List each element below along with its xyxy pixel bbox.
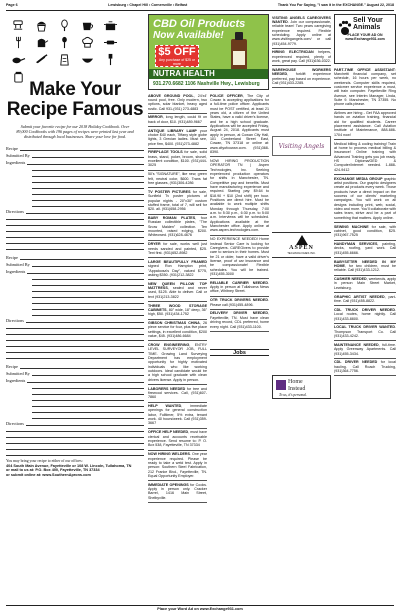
directions-label: Directions xyxy=(6,209,24,214)
classified-ad: CASHIER NEEDED, weekends, apply in person Main Street Market, Lewisburg. xyxy=(334,276,396,294)
classified-ad: LARGE BEAUTIFULLY FRAMED signed Ron Hampton print, "Appaloosa's Day", valued $775, asking $350. (931)212-3822 xyxy=(148,258,207,280)
recipe-submission-info xyxy=(6,459,144,477)
classified-ad: HELP WANTED, immediate openings for general construction labor, Fulltimer, 5% extra, tenant work. 40 hours/week. Call (931)359-3667 xyxy=(148,403,207,429)
aspen-sub: TECHNOLOGIES INC. xyxy=(287,251,316,255)
classified-ad: WAREHOUSE WORKERS NEEDED, forklift experience preferred, pay based on experience. Call (931)433-2285. xyxy=(272,66,331,88)
aspen-name: ASPEN xyxy=(289,245,314,251)
classified-ad: RELIABLE CARRIER NEEDED. Apply in person at Tullahoma News office, Whitney Street. xyxy=(210,279,269,297)
jobs-section-heading: Jobs xyxy=(210,349,269,356)
mixer-icon xyxy=(10,18,27,32)
knife-icon xyxy=(33,52,50,66)
ingredients-label: Ingredients xyxy=(6,378,26,383)
headline-line-1: Make Your xyxy=(29,79,121,100)
directions-line[interactable] xyxy=(6,450,144,456)
home-instead-name xyxy=(288,379,305,392)
directions-field[interactable] xyxy=(26,318,144,323)
bowl-icon xyxy=(79,52,96,66)
spoon-icon xyxy=(56,35,73,49)
classified-ad: THREE WOOD STORAGE CABINETS, 80" wide, 18" deep, 36" high, $50. (931)434-1752 xyxy=(148,302,207,320)
classified-ad: Airlines are hiring - Get FAA approved hands on aviation training, financial aid for qualified students. Career placement assistance. Call Aviation Institute of Maintenance, 888-686-1704 now! xyxy=(334,110,396,141)
coupon-terms: Any purchase of $25 or more xyxy=(158,58,196,66)
classified-ad: DRYER for sale, works well just needs sanded and painted, $25. Text first. (931)652-8982 xyxy=(148,241,207,259)
directions-line[interactable] xyxy=(6,353,144,359)
aspen-technologies-logo xyxy=(272,232,331,258)
classified-ad: FIREPLACE TOOLS for sale, solid brass, stand, poker, broom, shovel, excellent condition, $100. (931)444-3025 xyxy=(148,149,207,171)
classified-ad: GIBSON CHRISTMAS CHINA, 26 piece service for four, plus five place settings, in excellent condition, $200 value, $45. (931)486-6684 xyxy=(148,320,207,342)
headline-line-2: Recipe Famous xyxy=(6,99,144,120)
classified-ad: DELIVERY DRIVER NEEDED, Fayetteville, TN. Must have clean driving record, CDL preferred, home every night. Call (931)433-1100. xyxy=(210,310,269,332)
recipe-panel xyxy=(6,14,144,604)
ingredients-label: Ingredients xyxy=(6,160,26,165)
classified-ad: MIRROR, long length, could fit on back of door, $10. (931)489-9667 xyxy=(148,114,207,127)
classified-ad: CDL DRIVER NEEDED for local hauling. Call Roach Trucking, (931)364-7756. xyxy=(334,359,396,377)
ingredients-field[interactable] xyxy=(27,160,144,165)
submission-note: You may bring your recipe to either of our offices: xyxy=(6,459,83,463)
classified-ad: NOW HIRING PRODUCTION OPERATOR TN | Aspen Technologies, Inc. Seeking experienced production operators for shifts in Manchester, TN. Competitive pay and benefits. Must have manufacturing experience and required. Starting pay: $9.64 to $18.90 + $10 (2nd shift) per hour. Positions are direct hire. Must be available to work multiple shifts Monday through Thursday, 7:00 a.m. to 5:30 p.m., 6:30 p.m. to 5:00 a.m. Interviews will be scheduled. Applications available at the Manchester office. Apply online at www.aspen-technologies.com. xyxy=(210,157,269,235)
rolling-pin-icon xyxy=(102,35,119,49)
submitted-by-field[interactable] xyxy=(32,371,144,376)
classified-column-3 xyxy=(272,14,331,603)
home-instead-word-1: Home xyxy=(288,379,303,385)
directions-label: Directions xyxy=(6,421,24,426)
visiting-angels-logo xyxy=(272,136,331,156)
classified-ad: IMMEDIATE OPENINGS for Cooks. Apply in person only. Cracker Barrel, 1416 Main Street, Shelbyville. xyxy=(148,481,207,503)
classified-ad: LOCAL TRUCK DRIVER WANTED. Thompson Transport Co. Call (931)433-4242. xyxy=(334,324,396,342)
page-header xyxy=(6,3,394,11)
recipe-headline xyxy=(6,80,144,120)
classified-ad: NOW HIRING WELDERS. One year experience required. Please be ready to take a weld test. Apply in person: Southern Steel Fabrication, 212 Franke Blvd., Fayetteville, TN. Equal Opportunity Employer. xyxy=(148,451,207,482)
chef-hat-icon xyxy=(79,35,96,49)
submit-online-link[interactable]: or submit online at: www.SouthernAprons.com xyxy=(6,472,91,477)
classified-ad: TV POSTER PICTURES for sale, Sunfield Tv poster pictures of popular nights - 20"x30" custom stuffed frame, total of 7, will sell for $20. all. (931)658-2956 xyxy=(148,188,207,214)
grater-icon xyxy=(56,52,73,66)
home-instead-logo xyxy=(272,375,331,399)
jar-icon xyxy=(10,69,27,83)
ingredients-label: Ingredients xyxy=(6,269,26,274)
classified-ad: VISITING ANGELS CAREGIVERS WANTED. Join our compassionate, reliable team! Two years caregiving experience required. Flexible scheduling. Apply online at www.visitingangels.com/ or call (931)454-9779. xyxy=(272,14,331,49)
classified-ad: EXCHANGE MEDIA GROUP graphic artist positions. Our graphic designers create ad products every week. Those products have a direct impact on the success of our clients' marketing campaigns. You will work on all designs including print, web, social, video and more. You'll collaborate with sales team, strive and be a part of something that matters. Apply online. xyxy=(334,175,396,223)
classified-ad: MAINTENANCE NEEDED, full-time. Apply Greenway Apartments. Call (931)455-3434. xyxy=(334,341,396,359)
cupcake-icon xyxy=(33,18,50,32)
classified-ad: GRAPHIC ARTIST NEEDED, part-time. Call (931)455-8822. xyxy=(334,293,396,306)
classified-ad: OTR TRUCK DRIVERS NEEDED. Please call (931)455-4896. xyxy=(210,297,269,310)
submitted-by-field[interactable] xyxy=(32,153,144,158)
classified-ad: Medical billing & coding training! Train at home to process medical billing & insurance! Online training with Advanced Training gets you job ready. HS Diploma/GED & Computer/Internet needed. 1-888-424-9412 xyxy=(334,140,396,175)
classified-ad: HIRING ELECTRICIAN helpers, experienced required, plenty of work, great pay. Call (931)636-0322. xyxy=(272,49,331,67)
recipe-name-label: Recipe xyxy=(6,255,18,260)
spatula-icon xyxy=(102,52,119,66)
coupon-amount: $5 OFF xyxy=(158,46,196,58)
mail-address: or mail to us at: P.O. Box 400, Fayetteville, TN 37334 xyxy=(6,468,100,473)
directions-field[interactable] xyxy=(26,421,144,426)
recipe-form-1 xyxy=(6,144,144,250)
recipe-name-field[interactable] xyxy=(20,146,144,151)
header-towns: Lewisburg • Chapel Hill • Cornersville • Belfast xyxy=(108,3,188,7)
page-footer: Place your Word Ad on www.Exchange931.com xyxy=(6,605,394,612)
ingredients-field[interactable] xyxy=(27,378,144,383)
classified-ad: NO EXPERIENCE NEEDED! Home Instead Senior Care is looking for Caregivers. CAREGivers to provide care to seniors in their homes. Must be 21 or older, have a valid driver's license, proof of car insurance and be compassionate! Flexible schedules. You will be trained. (931)455-3000 xyxy=(210,236,269,280)
classified-ad: ANTIQUE LIBRARY LAMP your choice $40 each, Tiffany style globe lights, 3 Grecian ladies. Must see, price firm, $400. (931)273-4882 xyxy=(148,127,207,149)
pan-icon xyxy=(10,52,27,66)
recipe-form-3 xyxy=(6,362,144,456)
home-instead-icon xyxy=(276,380,286,390)
directions-line[interactable] xyxy=(6,244,144,250)
office-address: 404 South Main Avenue, Fayetteville or 108 W. Lincoln, Tullahoma, TN xyxy=(6,463,132,468)
sell-your-animals-box[interactable] xyxy=(334,14,396,64)
home-instead-tagline: To us, it's personal. xyxy=(279,393,307,397)
classified-ad: ABOVE GROUND POOL, 24'x4' round pool, free. Only modern, two options, solar blanket, heavy aged rustic. Call 931-(931) 273-4883 xyxy=(148,92,207,114)
classified-ad: CDL TRUCK DRIVER NEEDED. Local routes, home nightly. Call (931)433-8800. xyxy=(334,306,396,324)
ingredients-field[interactable] xyxy=(27,269,144,274)
classified-ad: PART-TIME OFFICE ASSISTANT: Marchetti financial company, set schedule, 16 hours per week, no weekends. Computer skills required, customer service experience a must, will train computer. Fayetteville Ring Avenue, see Interim Manager, Linda, Suite 9. Manchester, TN 37355. No phone calls please. xyxy=(334,66,396,110)
recipe-form-2 xyxy=(6,253,144,359)
fork-icon xyxy=(10,35,27,49)
sell-subtitle: PLACE YOUR AD ON www.Exchange931.com xyxy=(345,33,385,41)
pot-icon xyxy=(102,18,119,32)
banner-brand: NUTRA HEALTH xyxy=(149,69,268,79)
banner-phone: 931.270.6682 1106 Nashville Hwy., Lewisburg xyxy=(149,79,268,89)
classified-ad: HANDYMAN SERVICES, painting, decks, roofing, yard work. Call (931)455-6666. xyxy=(334,241,396,259)
cup-icon xyxy=(79,18,96,32)
home-instead-word-2: Instead xyxy=(288,385,306,392)
header-tagline: Thank You For Saying, "I saw it in the EXCHANGE." August 22, 2018 xyxy=(277,3,394,7)
banner-subheadline: Now Available! xyxy=(153,30,224,41)
kettle-icon xyxy=(33,35,50,49)
submitted-by-field[interactable] xyxy=(32,262,144,267)
classified-ad: CROW ENGINEERING, ENTRY LEVEL SURVEYOR JOB, FULL TIME. Growing Land Surveying Department has employment opportunity for highly motivated individuals who like working outdoors. Ideal candidate would be a high school graduate with clean drivers license. Apply in person. xyxy=(148,341,207,385)
classified-ad: POLICE OFFICER, The City of Cowan is accepting applications for a full-time police officer. Applicants must be POST certified, at least 21 years old, a citizen of the United States, have a valid driver's license, and be a high school graduate. Applications will be accepted Friday, August 24, 2018. Applicants must apply in person, at Cowan City Hall, 101 Cumberland Street East, Cowan, TN 37318 or online at: www.cityofcowan.com. (931)368-8390. xyxy=(210,92,269,157)
classified-ad: NEW QUEEN PILLOW TOP MATTRESS, sealed and never used, $125. Able to deliver. Call or text (931)213-3822 xyxy=(148,280,207,302)
submitted-by-label: Submitted By xyxy=(6,371,30,376)
classified-ad: BABYSITTER NEEDED IN MY HOME, for two children, must be reliable. Call (931)433-1212. xyxy=(334,258,396,276)
visiting-angels-text: Visiting Angels xyxy=(278,143,325,150)
classified-ad: SEWING MACHINE for sale, with cabinet, good condition, $25. (931)967-7525 xyxy=(334,223,396,241)
classified-ad: OFFICE HELP NEEDED, must have clerical and accounts receivable experience. Send resume to: P. O. Box 538, Fayetteville, TN 37334 xyxy=(148,429,207,451)
aspen-triangle-icon xyxy=(296,235,308,245)
classified-column-2 xyxy=(210,14,269,603)
directions-label: Directions xyxy=(6,318,24,323)
paw-print-icon xyxy=(338,19,352,37)
sell-title: Sell Your Animals xyxy=(353,17,383,31)
submitted-by-label: Submitted By xyxy=(6,153,30,158)
submitted-by-label: Submitted By xyxy=(6,262,30,267)
kitchen-icons xyxy=(6,14,144,78)
classified-ad: 50's "SIGNATURE", like new, green felt, neutral color, $600. Trans fat free glasses, (931)306-4286 xyxy=(148,171,207,189)
whisk-icon xyxy=(56,18,73,32)
classified-column-4 xyxy=(334,14,396,603)
recipe-name-label: Recipe xyxy=(6,146,18,151)
page-number: Page 6 xyxy=(6,3,18,7)
recipe-name-field[interactable] xyxy=(20,364,144,369)
recipe-name-label: Recipe xyxy=(6,364,18,369)
banner-headline: CBD Oil Products xyxy=(153,18,246,30)
classified-ad: BABY ROMAN PLATES, four Russian collectible plates, "The Snow Maiden" collection. Ten mounted, raised edging, $200. Whiteowed. (931)628-4676 xyxy=(148,215,207,241)
classified-column-1 xyxy=(148,14,207,603)
recipe-intro: Submit your favorite recipe for our 2018 Holiday Cookbook. Over 89,000 Cookbooks with 196 pages of recipes were printed last year and distributed through local businesses. Share your love for food. xyxy=(16,124,134,139)
directions-field[interactable] xyxy=(26,209,144,214)
recipe-name-field[interactable] xyxy=(20,255,144,260)
classified-ad: LABORERS NEEDED for tree and firewood services. Call, (931)607-7860 xyxy=(148,385,207,403)
